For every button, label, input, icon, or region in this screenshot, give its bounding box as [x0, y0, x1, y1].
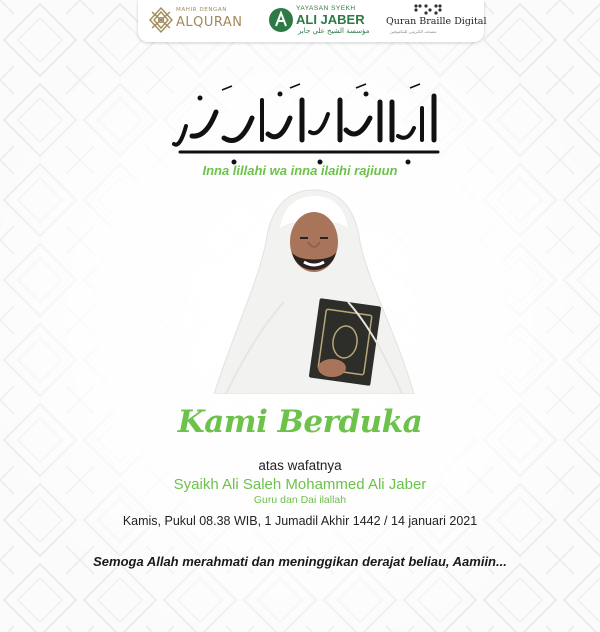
- deceased-name: Syaikh Ali Saleh Mohammed Ali Jaber: [173, 476, 427, 493]
- atas-wafatnya-text: atas wafatnya: [258, 458, 342, 473]
- yayasan-ali-jaber-logo: [266, 0, 374, 42]
- deceased-role: Guru dan Dai ilallah: [253, 494, 347, 506]
- yayasan-emblem-icon: [268, 6, 294, 34]
- mahir-small-text: MAHIR DENGAN: [176, 7, 227, 13]
- headline-kami-berduka: Kami Berduka: [177, 404, 423, 440]
- yayasan-big-text: ALI JABER: [296, 12, 365, 27]
- braille-dots-icon: [414, 4, 444, 15]
- mahir-big-text: ALQURAN: [176, 15, 243, 30]
- prayer-text: Semoga Allah merahmati dan meninggikan derajat beliau, Aamiin...: [93, 554, 507, 569]
- quran-braille-digital-logo: [384, 0, 487, 42]
- yayasan-arabic-text: مؤسسة الشيخ علي جابر: [298, 27, 370, 35]
- mahir-emblem-icon: [148, 6, 174, 34]
- mahir-dengan-alquran-logo: [144, 0, 252, 42]
- partner-logo-bar: [138, 0, 487, 42]
- date-line: Kamis, Pukul 08.38 WIB, 1 Jumadil Akhir 1442 / 14 januari 2021: [122, 514, 478, 528]
- portrait-photo: [196, 182, 432, 394]
- yayasan-small-text: YAYASAN SYEKH: [296, 5, 356, 12]
- braille-title: Quran Braille Digital: [386, 16, 487, 27]
- braille-subtitle: مصحف الكتروني للمكفوفين: [390, 29, 437, 34]
- transliteration-text: Inna lillahi wa inna ilaihi rajiuun: [202, 163, 398, 178]
